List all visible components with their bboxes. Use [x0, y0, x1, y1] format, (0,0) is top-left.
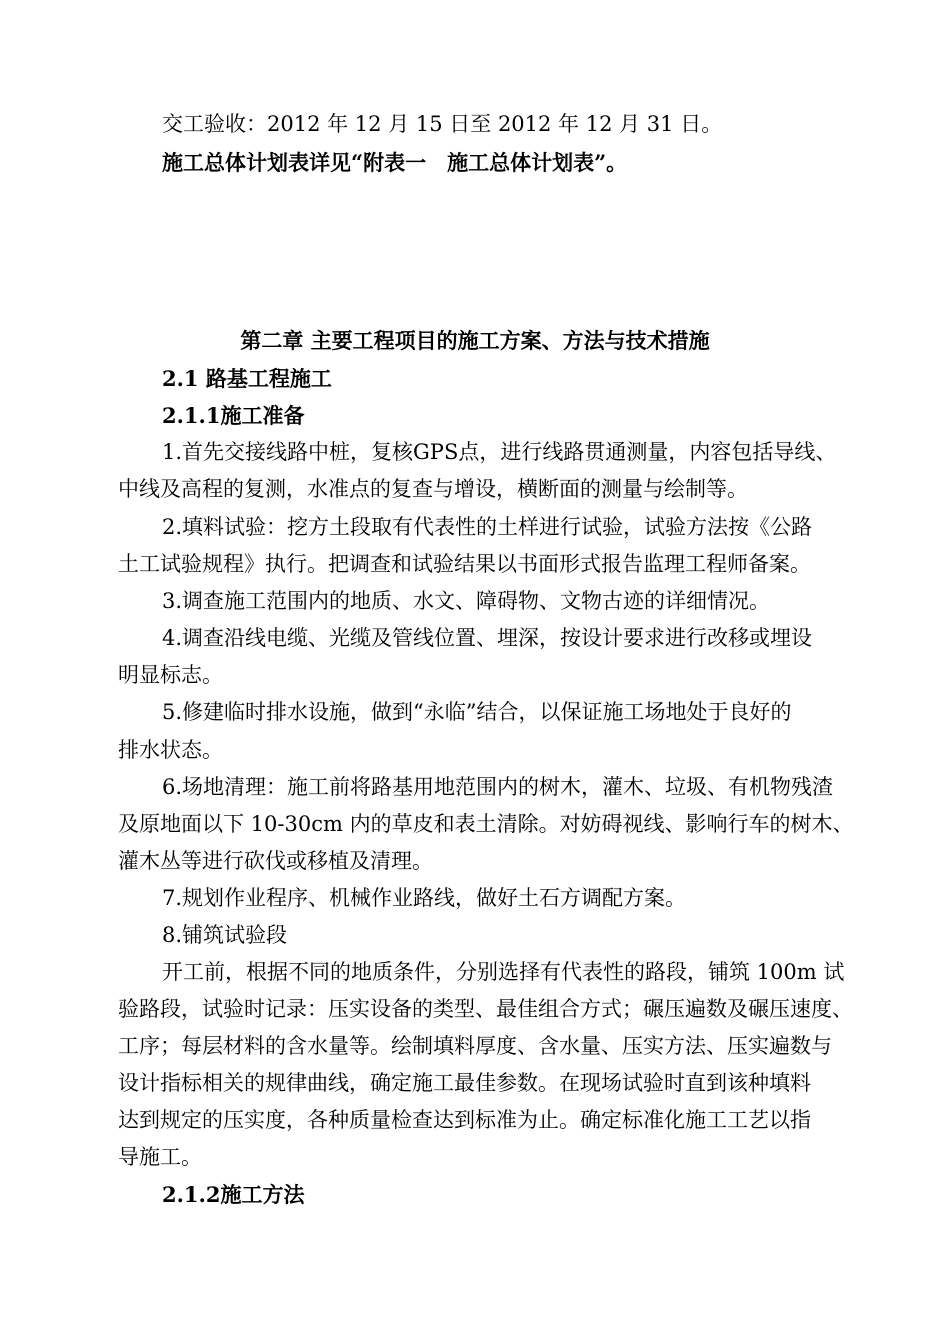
section-heading: 2.1 路基工程施工 — [162, 366, 332, 391]
paragraph-line: 7.规划作业程序、机械作业路线，做好土石方调配方案。 — [162, 886, 687, 910]
paragraph-line: 8.铺筑试验段 — [162, 923, 288, 947]
paragraph-line: 2.填料试验：挖方土段取有代表性的土样进行试验，试验方法按《公路 — [162, 515, 813, 539]
paragraph-line: 6.场地清理：施工前将路基用地范围内的树木，灌木、垃圾、有机物残渣 — [162, 775, 834, 799]
paragraph-line: 达到规定的压实度，各种质量检查达到标准为止。确定标准化施工工艺以指 — [118, 1108, 811, 1132]
paragraph-line: 验路段，试验时记录：压实设备的类型、最佳组合方式；碾压遍数及碾压速度、 — [118, 997, 853, 1021]
paragraph-line: 明显标志。 — [118, 663, 223, 687]
subsection-heading: 2.1.2施工方法 — [162, 1182, 305, 1207]
paragraph-line: 灌木丛等进行砍伐或移植及清理。 — [118, 849, 433, 873]
paragraph-line: 1.首先交接线路中桩，复核GPS点，进行线路贯通测量，内容包括导线、 — [162, 440, 837, 464]
paragraph-line: 排水状态。 — [118, 738, 223, 762]
paragraph-line: 土工试验规程》执行。把调查和试验结果以书面形式报告监理工程师备案。 — [118, 552, 811, 576]
paragraph-line: 工序；每层材料的含水量等。绘制填料厚度、含水量、压实方法、压实遍数与 — [118, 1034, 832, 1058]
subsection-heading: 2.1.1施工准备 — [162, 403, 305, 428]
paragraph-line: 设计指标相关的规律曲线，确定施工最佳参数。在现场试验时直到该种填料 — [118, 1071, 811, 1095]
paragraph-line: 交工验收：2012 年 12 月 15 日至 2012 年 12 月 31 日。 — [162, 112, 723, 136]
paragraph-line: 5.修建临时排水设施，做到“永临”结合，以保证施工场地处于良好的 — [162, 700, 792, 724]
paragraph-line: 及原地面以下 10-30cm 内的草皮和表土清除。对妨碍视线、影响行车的树木、 — [118, 812, 854, 836]
paragraph-line: 3.调查施工范围内的地质、水文、障碍物、文物古迹的详细情况。 — [162, 589, 771, 613]
plan-note: 施工总体计划表详见“附表一 施工总体计划表”。 — [162, 150, 628, 175]
chapter-title: 第二章 主要工程项目的施工方案、方法与技术措施 — [240, 328, 710, 353]
paragraph-line: 导施工。 — [118, 1145, 202, 1169]
paragraph-line: 4.调查沿线电缆、光缆及管线位置、埋深，按设计要求进行改移或埋设 — [162, 626, 813, 650]
paragraph-line: 开工前，根据不同的地质条件，分别选择有代表性的路段，铺筑 100m 试 — [162, 960, 845, 984]
paragraph-line: 中线及高程的复测，水准点的复查与增设，横断面的测量与绘制等。 — [118, 477, 748, 501]
